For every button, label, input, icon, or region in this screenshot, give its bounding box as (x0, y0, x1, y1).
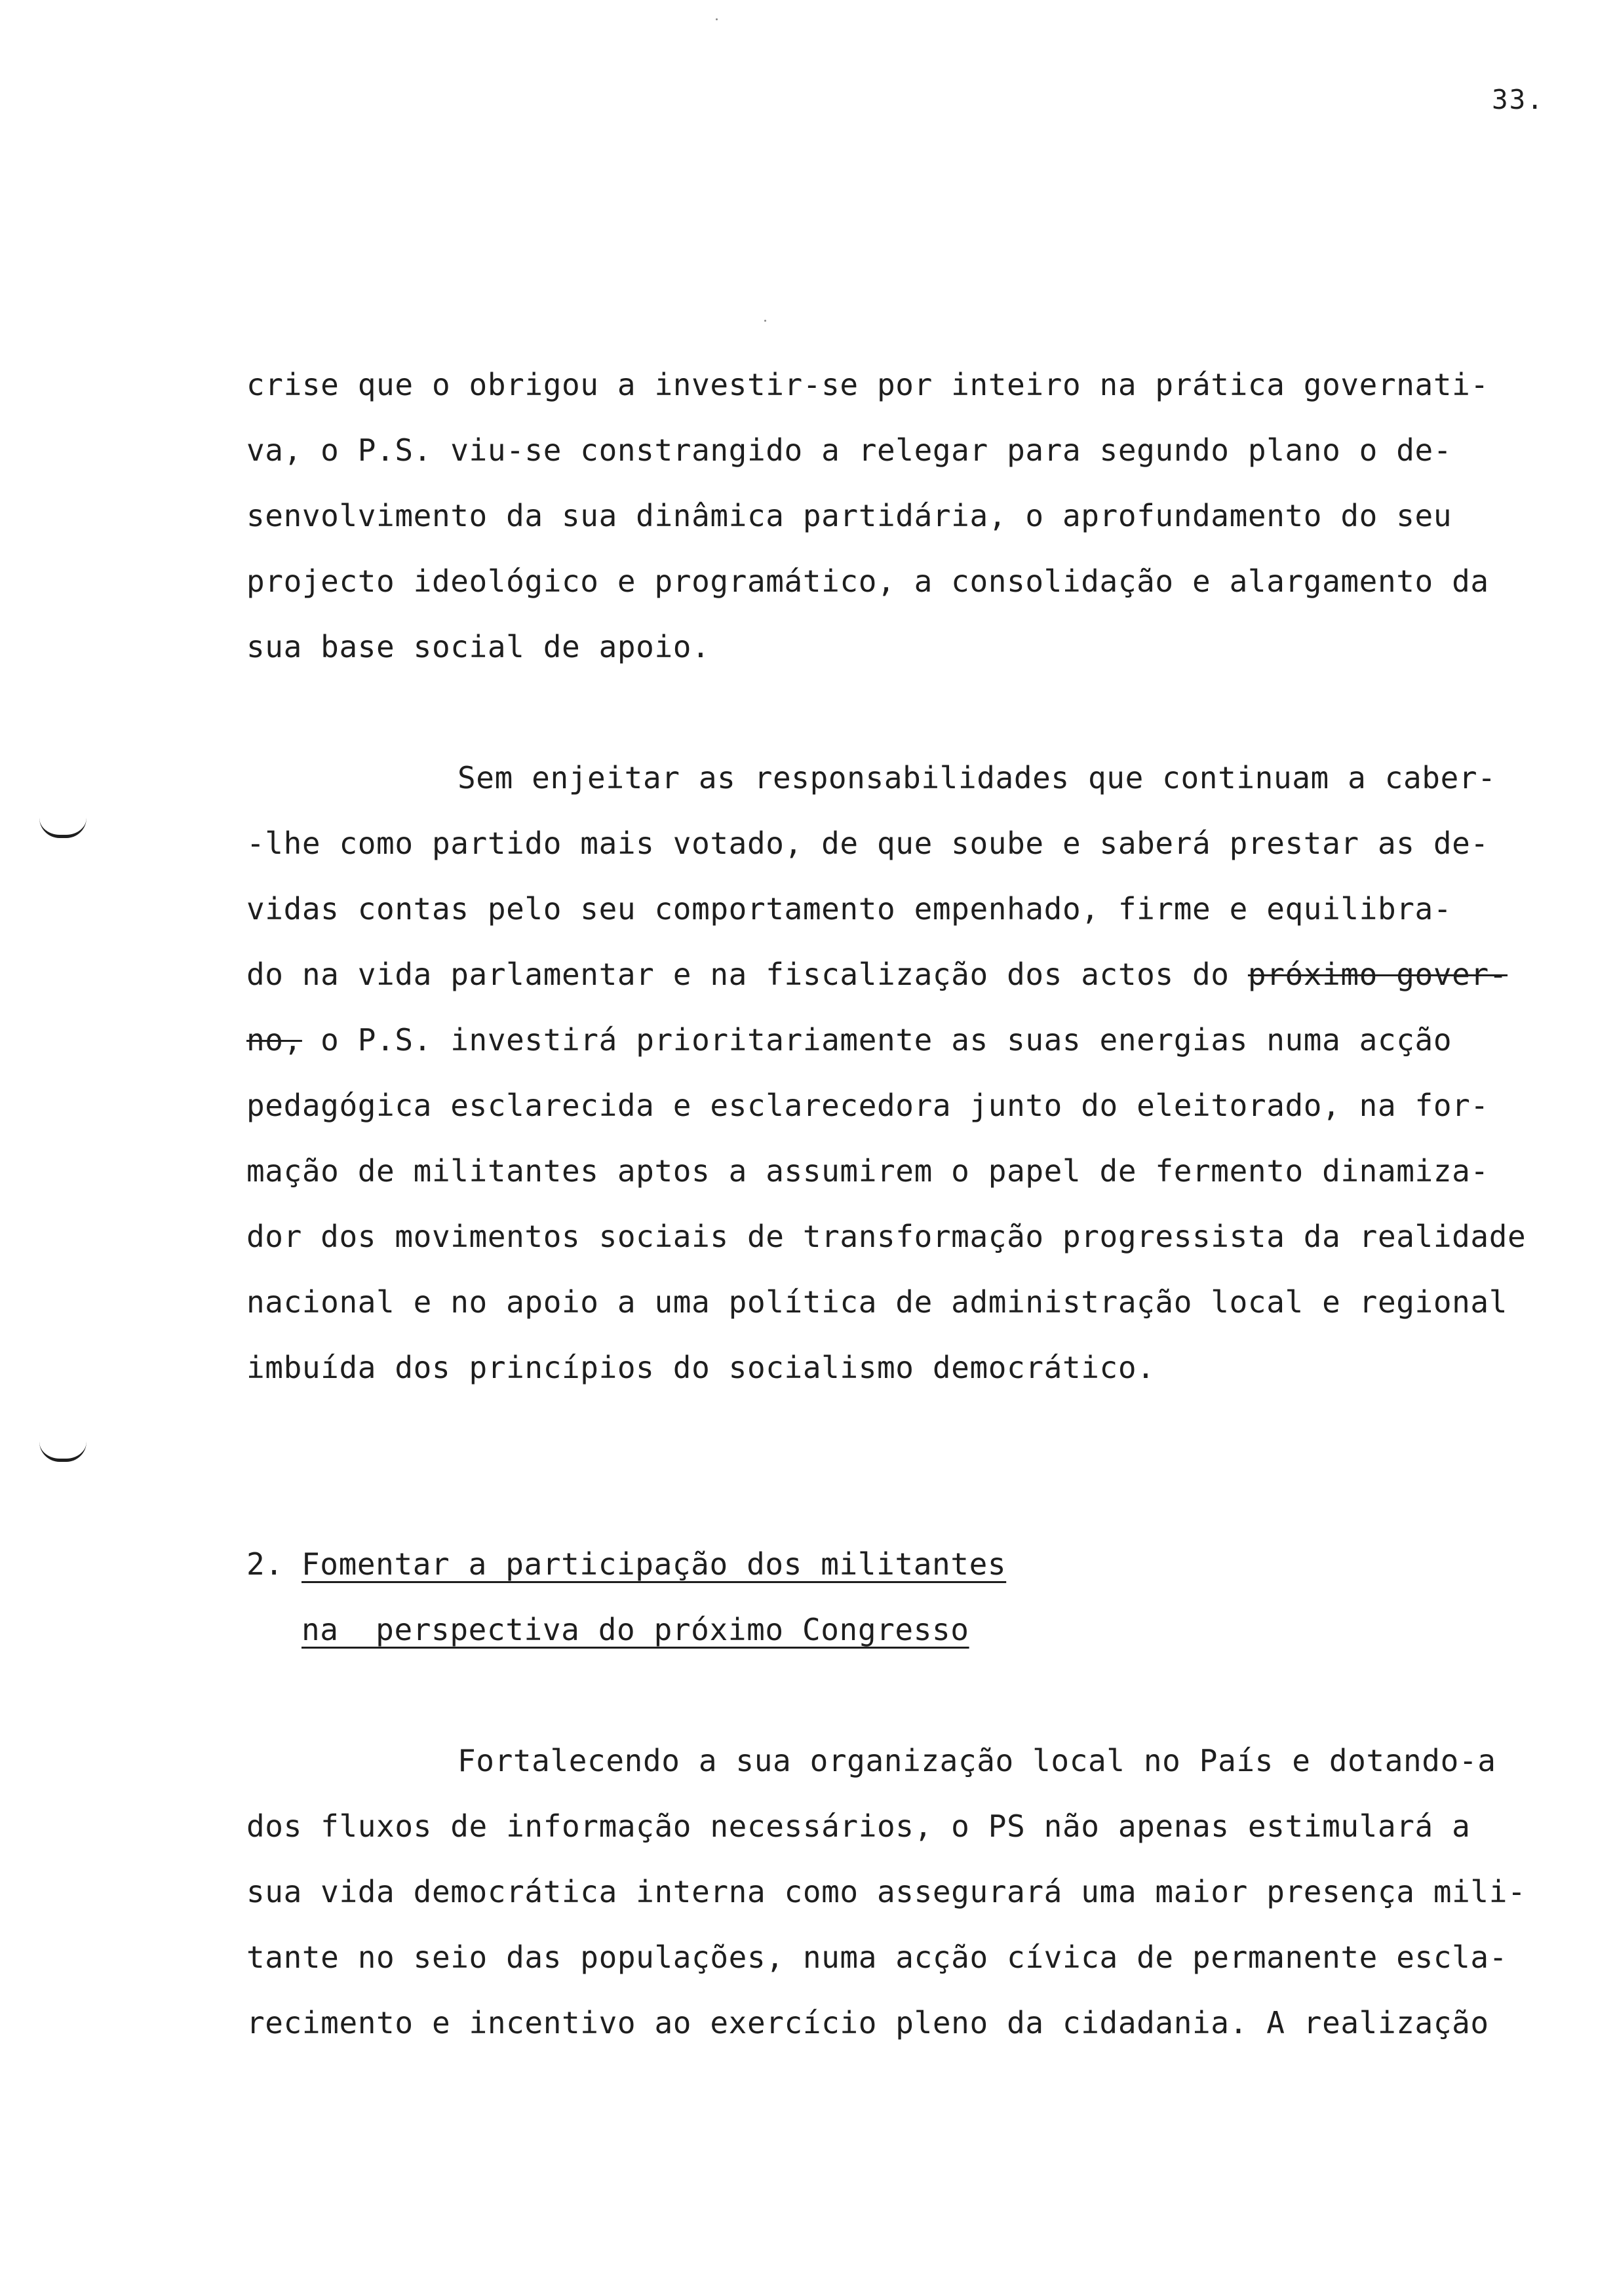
text-line: crise que o obrigou a investir-se por inteiro na prática governati- (246, 367, 1489, 402)
margin-bracket-mark (39, 818, 87, 838)
struck-text: próximo gover- (1247, 957, 1508, 992)
struck-text: no, (246, 1022, 302, 1058)
text-line: va, o P.S. viu-se constrangido a relegar para segundo plano o de- (246, 432, 1452, 468)
text-line: dos fluxos de informação necessários, o PS não apenas estimulará a (246, 1808, 1471, 1844)
text-line (246, 1022, 1452, 1058)
text-line: pedagógica esclarecida e esclarecedora junto do eleitorado, na for- (246, 1088, 1489, 1123)
scan-speck (764, 320, 766, 322)
text-line: Sem enjeitar as responsabilidades que continuam a caber- (457, 760, 1496, 795)
page-number: 33. (1492, 84, 1545, 115)
text-line: recimento e incentivo ao exercício pleno da cidadania. A realização (246, 2005, 1489, 2040)
scan-speck (716, 18, 718, 20)
margin-bracket-mark (39, 1442, 87, 1462)
text-line: vidas contas pelo seu comportamento empenhado, firme e equilibra- (246, 891, 1452, 927)
section-title-line-1: Fomentar a participação dos militantes (302, 1546, 1007, 1582)
text-line: imbuída dos princípios do socialismo democrático. (246, 1350, 1156, 1385)
text-line: dor dos movimentos sociais de transformação progressista da realidade (246, 1219, 1527, 1254)
text-line: sua base social de apoio. (246, 629, 710, 664)
text-line: tante no seio das populações, numa acção cívica de permanente escla- (246, 1940, 1508, 1975)
section-title-line-2: na perspectiva do próximo Congresso (302, 1612, 969, 1647)
text-line (246, 957, 1508, 992)
text-line: projecto ideológico e programático, a consolidação e alargamento da (246, 564, 1489, 599)
section-number: 2. (246, 1546, 284, 1582)
text-line: Fortalecendo a sua organização local no País e dotando-a (457, 1743, 1496, 1778)
text-line: nacional e no apoio a uma política de administração local e regional (246, 1284, 1508, 1320)
text-line: mação de militantes aptos a assumirem o papel de fermento dinamiza- (246, 1153, 1489, 1189)
text-fragment: o P.S. investirá prioritariamente as suas energias numa acção (302, 1022, 1452, 1058)
text-line: sua vida democrática interna como assegurará uma maior presença mili- (246, 1874, 1527, 1909)
text-fragment: do na vida parlamentar e na fiscalização dos actos do (246, 957, 1248, 992)
text-line: senvolvimento da sua dinâmica partidária, o aprofundamento do seu (246, 498, 1452, 533)
text-line: -lhe como partido mais votado, de que soube e saberá prestar as de- (246, 826, 1489, 861)
